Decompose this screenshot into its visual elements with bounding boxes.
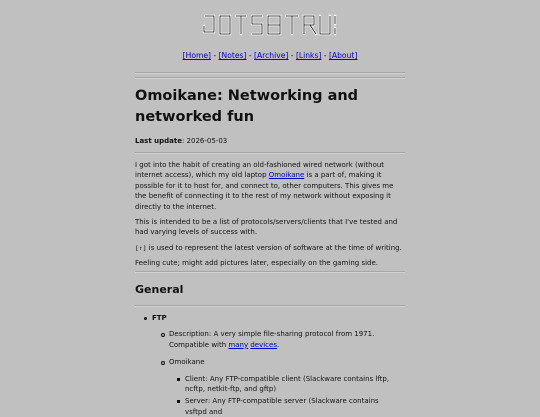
nav-separator: - <box>246 51 255 60</box>
last-update-value: : 2026-05-03 <box>181 137 228 145</box>
intro-text: is a part of, making it possible for it to host for, and connect to, other computers. This gives me the benefit of connecting it to the rest of my network without exposing it directly to the internet. <box>135 171 394 211</box>
nav-home-link[interactable]: [Home] <box>182 51 211 60</box>
intro-section <box>135 160 405 269</box>
last-update-label: Last update <box>135 137 182 145</box>
list-item: Server: Any FTP-compatible server (Slackware contains vsftpd and <box>185 396 400 417</box>
list-item <box>152 313 400 417</box>
protocol-list-items <box>152 313 400 417</box>
intro-paragraph <box>135 160 405 212</box>
nav-separator: - <box>321 51 329 60</box>
omoikane-label: Omoikane <box>169 358 205 367</box>
intro-text: I got into the habit of creating an old-fashioned wired network (without internet access), which my old laptop <box>135 161 385 180</box>
nav-separator: - <box>288 51 296 60</box>
intro-paragraph: Feeling cute; might add pictures later, especially on the gaming side. <box>135 259 378 268</box>
latest-version-symbol: [↑] <box>135 243 147 252</box>
protocol-list <box>152 313 400 417</box>
nav-links-link[interactable]: [Links] <box>295 51 322 60</box>
devices-link[interactable]: devices <box>250 340 277 349</box>
ftp-description: Description: A very simple file-sharing protocol from 1971. Compatible with <box>169 330 375 349</box>
description-end: . <box>276 340 280 349</box>
article <box>135 86 405 146</box>
nav-about-link[interactable]: [About] <box>328 51 358 60</box>
many-link[interactable]: many <box>228 340 249 349</box>
divider <box>135 271 405 273</box>
site-nav <box>0 51 540 61</box>
intro-text: is used to represent the latest version of software at the time of writing. <box>146 243 402 252</box>
intro-paragraph <box>135 243 405 253</box>
ftp-label: FTP <box>152 314 167 322</box>
omoikane-sublist <box>185 374 400 417</box>
last-update <box>135 136 405 146</box>
section-heading-general: General <box>135 283 184 296</box>
omoikane-link[interactable]: Omoikane <box>268 171 305 180</box>
intro-paragraph: This is intended to be a list of protocols/servers/clients that I've tested and had varying levels of success with. <box>135 218 398 237</box>
divider <box>135 152 405 154</box>
nav-notes-link[interactable]: [Notes] <box>218 51 247 60</box>
nav-separator: - <box>211 51 219 60</box>
page-title: Omoikane: Networking and networked fun <box>135 88 359 125</box>
ftp-sublist <box>169 329 400 417</box>
list-item <box>169 357 400 417</box>
list-item: Client: Any FTP-compatible client (Slackware contains lftp, ncftp, netkit-ftp, and gftp) <box>185 374 400 395</box>
site-logo[interactable] <box>200 12 340 38</box>
divider <box>135 305 405 307</box>
general-section <box>135 283 405 297</box>
divider <box>135 72 405 74</box>
list-item <box>169 329 400 350</box>
nav-archive-link[interactable]: [Archive] <box>254 51 289 60</box>
divider <box>135 77 405 79</box>
